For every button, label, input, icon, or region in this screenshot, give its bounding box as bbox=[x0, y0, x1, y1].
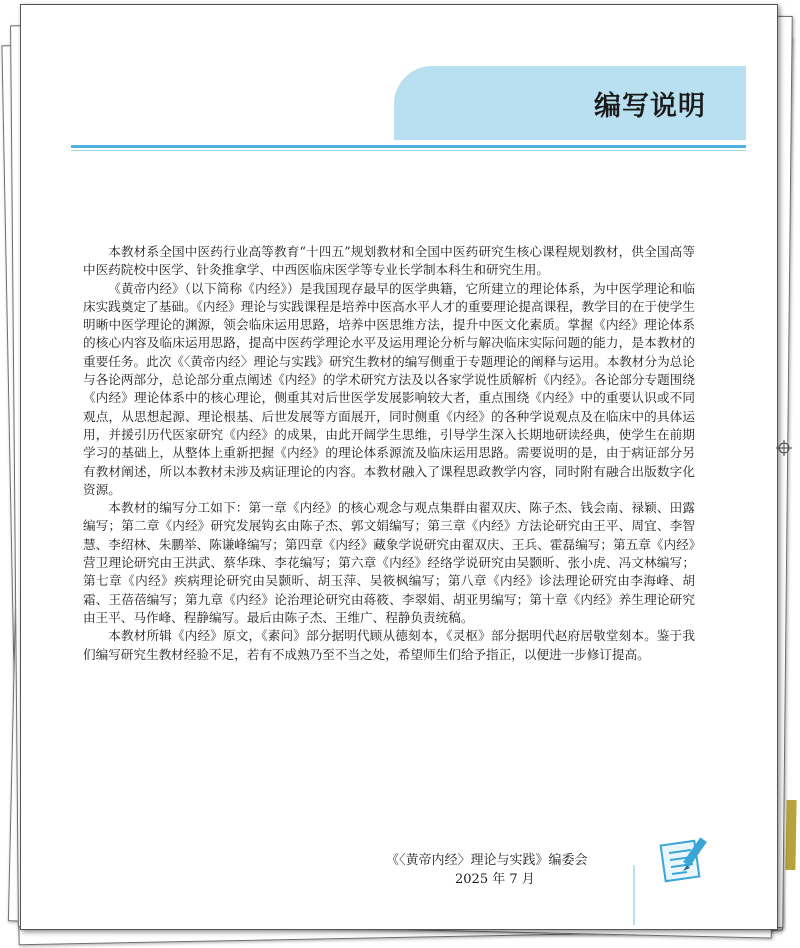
title-rule bbox=[71, 145, 746, 148]
editorial-board: 《〈黄帝内经〉理论与实践》编委会 bbox=[386, 853, 588, 868]
book-edge-strip-bottom bbox=[785, 800, 796, 870]
page-title: 编写说明 bbox=[594, 91, 706, 122]
notebook-pencil-icon bbox=[659, 831, 715, 887]
paragraph: 本教材的编写分工如下：第一章《内经》的核心观念与观点集群由翟双庆、陈子杰、钱会南、禄颖、田露编写；第二章《内经》研究发展钩玄由陈子杰、郭文娟编写；第三章《内经》方法论研究由王平、周宜、李智慧、李绍林、朱鹏举、陈谦峰编写；第四章《内经》藏象学说研究由翟双庆、王兵、霍磊编写；第五章《内经》营卫理论研究由王洪武、蔡华珠、李花编写；第六章《内经》经络学说研究由吴颢昕、张小虎、冯文林编写；第七章《内经》疾病理论研究由吴颢昕、胡玉萍、吴筱枫编写；第八章《内经》诊法理论研究由李海峰、胡霜、王蓓蓓编写；第九章《内经》论治理论研究由蒋筱、李翠娟、胡亚男编写；第十章《内经》养生理论研究由王平、马作峰、程静编写。最后由陈子杰、王维广、程静负责统稿。 bbox=[83, 500, 695, 625]
body-text bbox=[83, 243, 695, 664]
title-tab bbox=[394, 66, 746, 140]
paragraph: 本教材所辑《内经》原文，《素问》部分据明代顾从德刻本，《灵枢》部分据明代赵府居敬堂刻本。鉴于我们编写研究生教材经验不足，若有不成熟乃至不当之处，希望师生们给予指正，以便进一步修订提高。 bbox=[83, 628, 695, 662]
title-rule-thin bbox=[71, 150, 746, 151]
margin-line bbox=[633, 865, 635, 925]
publish-date: 2025 年 7 月 bbox=[455, 872, 535, 887]
paragraph: 《黄帝内经》（以下简称《内经》）是我国现存最早的医学典籍，它所建立的理论体系，为中医学理论和临床实践奠定了基础。《内经》理论与实践课程是培养中医高水平人才的重要理论提高课程，教学目的在于使学生明晰中医学理论的渊源，领会临床运用思路，培养中医思维方法，提升中医文化素质。掌握《内经》理论体系的核心内容及临床运用思路，提高中医药学理论水平及运用理论分析与解决临床实际问题的能力，是本教材的重要任务。此次《〈黄帝内经〉理论与实践》研究生教材的编写侧重于专题理论的阐释与运用。本教材分为总论与各论两部分，总论部分重点阐述《内经》的学术研究方法及以各家学说性质解析《内经》。各论部分专题围绕《内经》理论体系中的核心理论，侧重其对后世医学发展影响较大者，重点围绕《内经》中的重要认识或不同观点，从思想起源、理论根基、后世发展等方面展开，同时侧重《内经》的各种学说观点及在临床中的具体运用，并援引历代医家研究《内经》的成果，由此开阔学生思维，引导学生深入长期地研读经典，使学生在前期学习的基础上，从整体上重新把握《内经》的理论体系源流及临床运用思路。需要说明的是，由于病证部分另有教材阐述，所以本教材未涉及病证理论的内容。本教材融入了课程思政教学内容，同时附有融合出版数字化资源。 bbox=[83, 280, 695, 497]
crop-mark-icon bbox=[776, 440, 792, 456]
document-page bbox=[20, 4, 778, 930]
paragraph: 本教材系全国中医药行业高等教育“十四五”规划教材和全国中医药研究生核心课程规划教材，供全国高等中医药院校中医学、针灸推拿学、中西医临床医学等专业长学制本科生和研究生用。 bbox=[83, 244, 695, 278]
